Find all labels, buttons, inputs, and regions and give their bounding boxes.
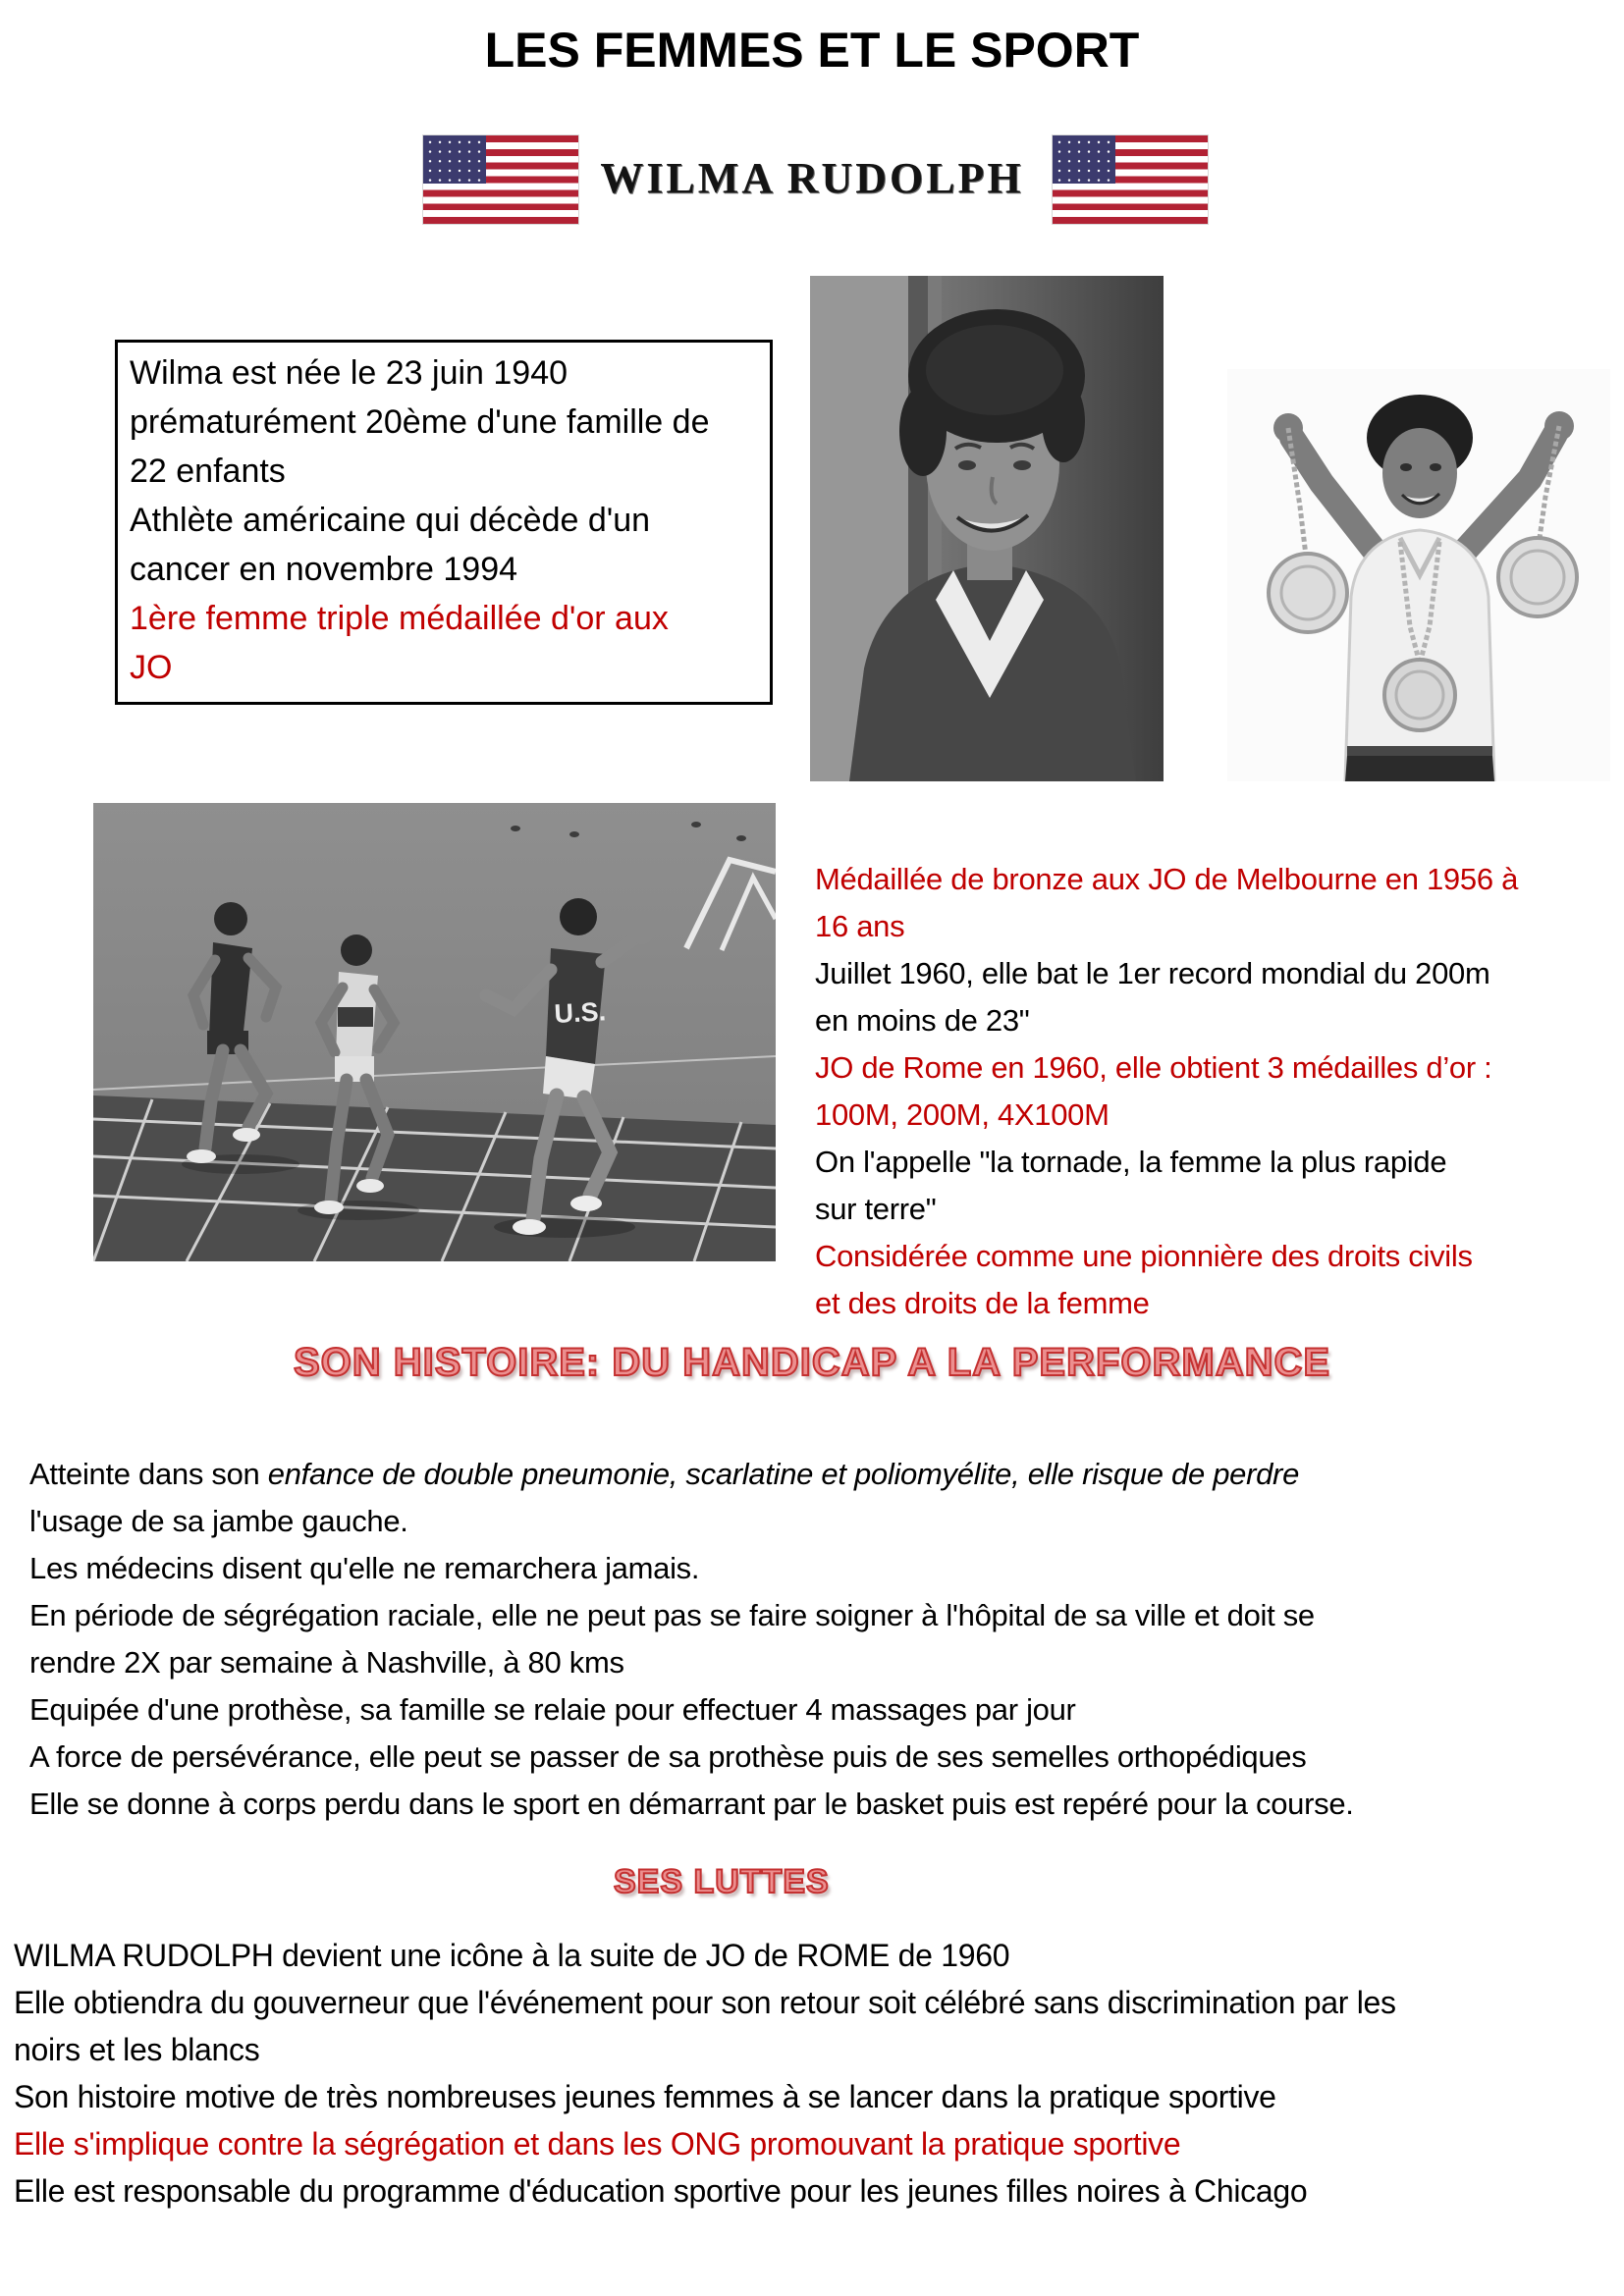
text-line: Elle s'implique contre la ségrégation et dans les ONG promouvant la pratique sportive	[14, 2126, 1181, 2162]
text-line: rendre 2X par semaine à Nashville, à 80 kms	[29, 1645, 624, 1680]
text-line: A force de persévérance, elle peut se passer de sa prothèse puis de ses semelles orthopédiques	[29, 1739, 1307, 1774]
text-line: 16 ans	[815, 909, 905, 943]
biography-box	[115, 340, 773, 705]
text-line: cancer en novembre 1994	[130, 551, 518, 588]
text-line: Atteinte dans son enfance de double pneumonie, scarlatine et poliomyélite, elle risque de perdre	[29, 1457, 1300, 1491]
text-line: noirs et les blancs	[14, 2032, 260, 2067]
athlete-name-title: WILMA RUDOLPH	[600, 154, 1024, 202]
text-line: JO de Rome en 1960, elle obtient 3 médailles d’or :	[815, 1050, 1492, 1085]
struggles-paragraph	[14, 1932, 1620, 2215]
text-line: En période de ségrégation raciale, elle ne peut pas se faire soigner à l'hôpital de sa ville et doit se	[29, 1598, 1315, 1632]
story-paragraph	[29, 1451, 1620, 1828]
svg-text:U.S.: U.S.	[553, 996, 607, 1029]
text-line: Juillet 1960, elle bat le 1er record mondial du 200m	[815, 956, 1490, 990]
text-line: prématurément 20ème d'une famille de	[130, 403, 710, 441]
text-line: WILMA RUDOLPH devient une icône à la suite de JO de ROME de 1960	[14, 1938, 1010, 1973]
text-line: Wilma est née le 23 juin 1940	[130, 354, 568, 392]
us-flag-icon	[1053, 135, 1208, 224]
text-line: 100M, 200M, 4X100M	[815, 1097, 1110, 1132]
portrait-photo	[810, 276, 1164, 781]
text-line: Elle obtiendra du gouverneur que l'événement pour son retour soit célébré sans discrimination par les	[14, 1985, 1396, 2020]
story-heading: SON HISTOIRE: DU HANDICAP A LA PERFORMANCE	[293, 1341, 1331, 1384]
text-line: en moins de 23"	[815, 1003, 1030, 1038]
page-title: LES FEMMES ET LE SPORT	[484, 23, 1140, 78]
text-line: JO	[130, 649, 173, 686]
struggles-heading: SES LUTTES	[614, 1863, 830, 1900]
text-line: 1ère femme triple médaillée d'or aux	[130, 600, 669, 637]
medals-photo	[1227, 369, 1610, 781]
text-line: Médaillée de bronze aux JO de Melbourne en 1956 à	[815, 862, 1519, 896]
running-race-photo	[93, 803, 776, 1261]
text-line: On l'appelle "la tornade, la femme la plus rapide	[815, 1145, 1447, 1179]
text-line: 22 enfants	[130, 453, 286, 490]
text-line: Athlète américaine qui décède d'un	[130, 502, 651, 539]
text-line: Considérée comme une pionnière des droits civils	[815, 1239, 1473, 1273]
text-line: l'usage de sa jambe gauche.	[29, 1504, 408, 1538]
achievements-text	[815, 856, 1624, 1327]
text-line: Elle est responsable du programme d'éducation sportive pour les jeunes filles noires à Chicago	[14, 2173, 1308, 2209]
text-line: Les médecins disent qu'elle ne remarchera jamais.	[29, 1551, 700, 1585]
text-line: Elle se donne à corps perdu dans le sport en démarrant par le basket puis est repéré pour la course.	[29, 1787, 1354, 1821]
text-line: et des droits de la femme	[815, 1286, 1150, 1320]
text-line: Son histoire motive de très nombreuses jeunes femmes à se lancer dans la pratique sportive	[14, 2079, 1276, 2114]
flag-canton-stars	[1053, 135, 1115, 184]
text-line: Equipée d'une prothèse, sa famille se relaie pour effectuer 4 massages par jour	[29, 1692, 1076, 1727]
text-line: sur terre"	[815, 1192, 937, 1226]
